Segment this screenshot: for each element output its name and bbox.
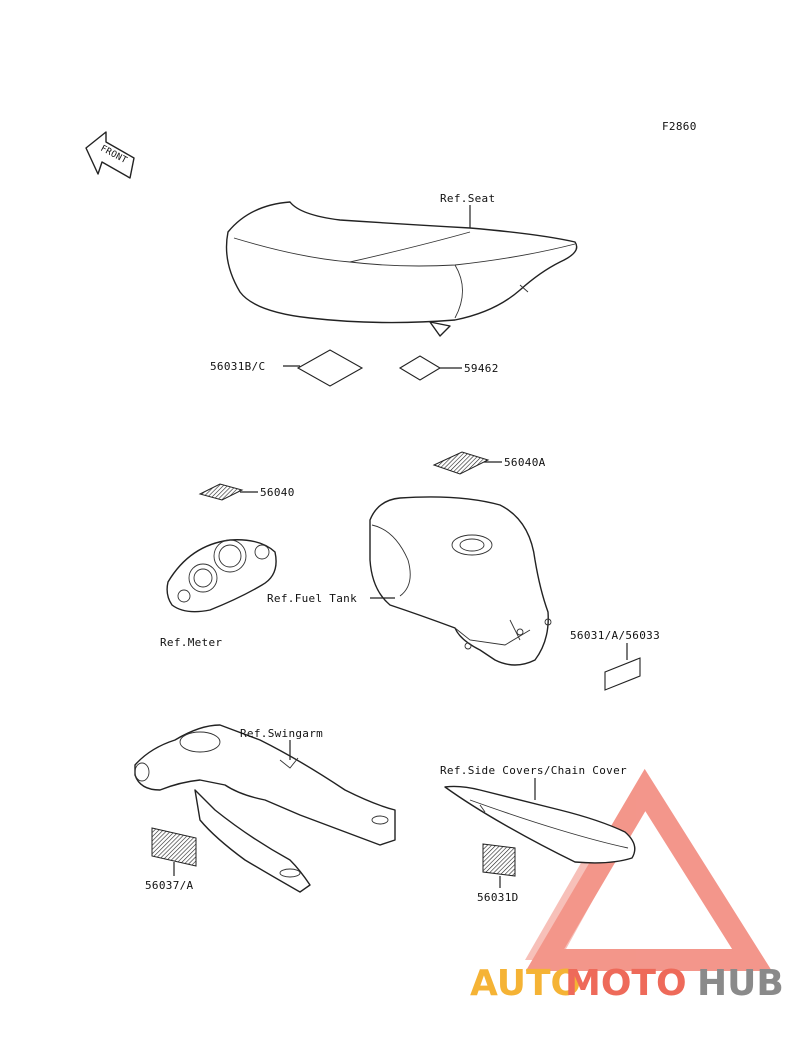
sticker-56031bc (298, 350, 362, 386)
ref-seat-label: Ref.Seat (440, 192, 496, 205)
front-arrow-icon (86, 132, 134, 178)
seat-illustration (227, 202, 577, 336)
watermark-moto: MOTO (565, 963, 687, 1004)
sticker-56037a (152, 828, 196, 866)
part-56040a-label: 56040A (504, 456, 546, 469)
watermark-auto: AUTO (470, 963, 582, 1004)
ref-meter-label: Ref.Meter (160, 636, 223, 649)
ref-side-covers-label: Ref.Side Covers/Chain Cover (440, 764, 627, 777)
figure-code: F2860 (662, 120, 697, 133)
part-56031a-56033-label: 56031/A/56033 (570, 629, 660, 642)
part-56031bc-label: 56031B/C (210, 360, 266, 373)
fuel-tank-illustration (370, 497, 551, 665)
watermark-logo-text (470, 963, 784, 1004)
sticker-59462 (400, 356, 440, 380)
part-56040-label: 56040 (260, 486, 295, 499)
watermark-hub: HUB (697, 963, 784, 1004)
part-59462-label: 59462 (464, 362, 499, 375)
ref-swingarm-label: Ref.Swingarm (240, 727, 324, 740)
part-56031d-label: 56031D (477, 891, 519, 904)
part-56037a-label: 56037/A (145, 879, 194, 892)
sticker-56040a (434, 452, 488, 474)
side-covers-illustration (445, 786, 635, 862)
sticker-56040 (200, 484, 242, 500)
sticker-56031a-56033 (605, 658, 640, 690)
meter-illustration (167, 540, 276, 612)
front-arrow-label: FRONT (98, 143, 129, 167)
sticker-56031d (483, 844, 515, 876)
ref-fuel-tank-label: Ref.Fuel Tank (267, 592, 357, 605)
